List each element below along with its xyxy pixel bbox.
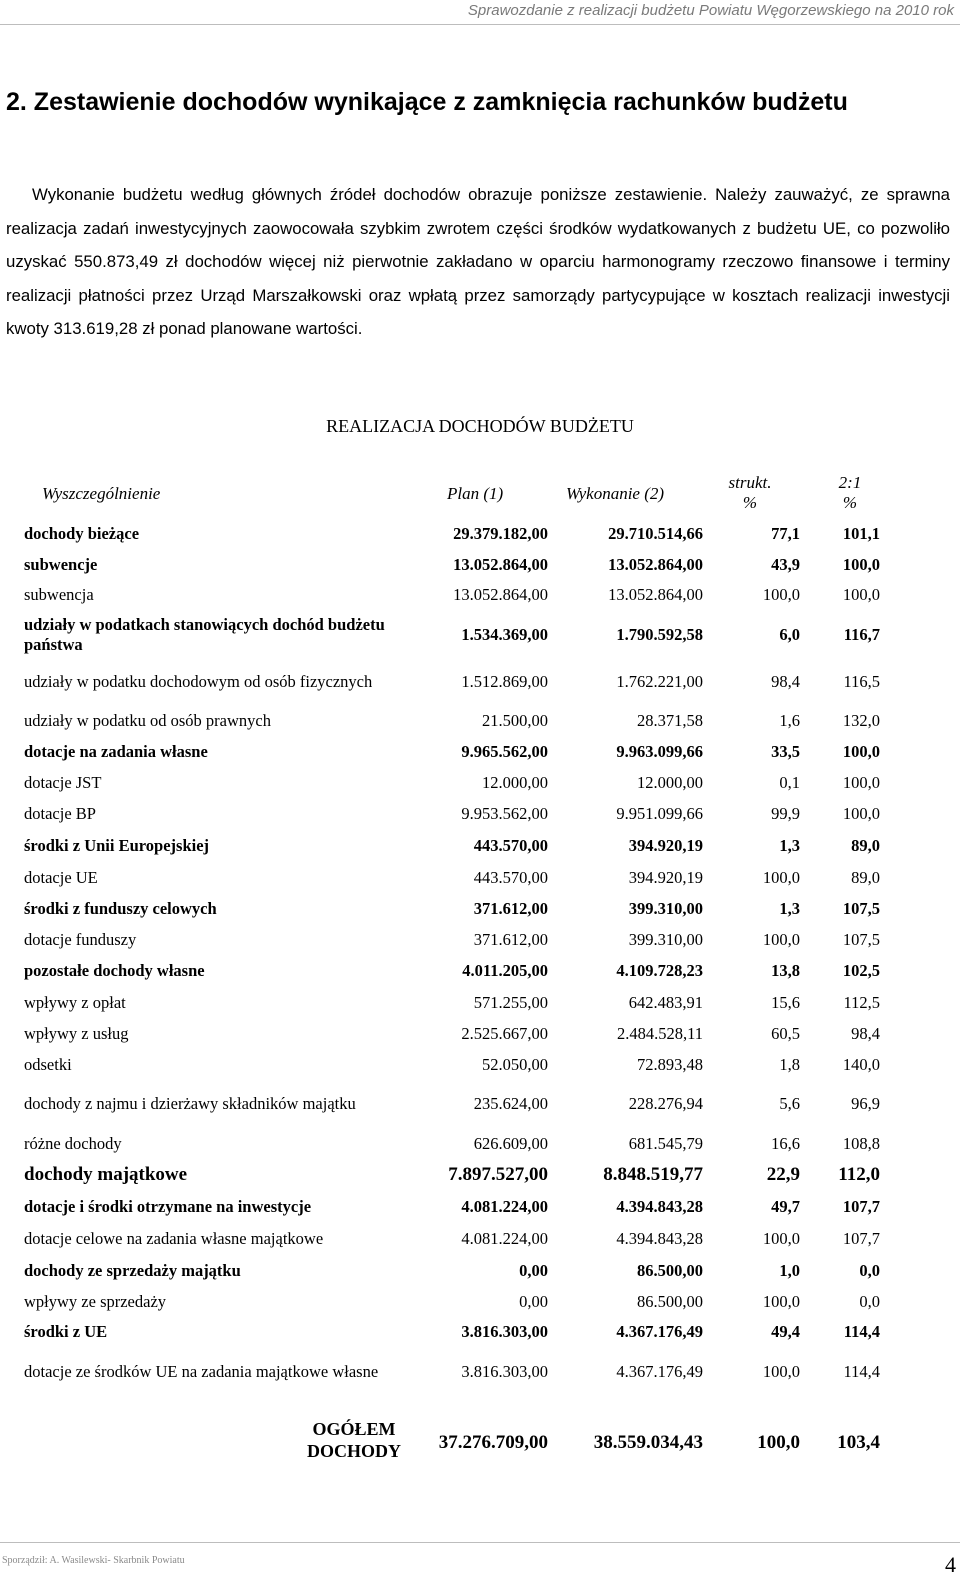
row-execution-cell: 399.310,00 [628,929,703,949]
row-execution-cell: 4.394.843,28 [616,1197,703,1216]
row-structure-cell: 100,0 [762,1362,800,1381]
row-structure-cell: 43,9 [771,554,800,574]
footer-divider [0,1542,960,1543]
row-structure-cell: 49,4 [771,1322,800,1341]
total-ratio: 103,4 [837,1432,880,1453]
row-ratio-cell: 114,4 [843,1322,880,1341]
row-name-cell: środki z UE [24,1322,108,1341]
row-plan-cell: 3.816.303,00 [461,1322,548,1341]
row-structure-cell: 100,0 [762,867,800,887]
row-ratio-cell: 89,0 [851,836,880,855]
row-name-cell: pozostałe dochody własne [24,961,205,980]
header-divider [0,24,960,25]
row-ratio-cell: 107,5 [842,929,880,949]
table-row [0,1317,960,1347]
row-ratio-cell: 112,0 [838,1164,880,1185]
column-header-execution: Wykonanie (2) [566,484,665,503]
row-plan-cell: 443.570,00 [473,867,548,887]
row-plan-cell: 21.500,00 [482,711,548,730]
row-plan-cell: 9.953.562,00 [461,804,548,823]
row-structure-cell: 100,0 [762,1291,800,1311]
row-ratio-cell: 100,0 [842,554,880,574]
row-execution-cell: 13.052.864,00 [608,584,703,604]
row-plan-cell: 29.379.182,00 [453,524,548,543]
row-structure-cell: 16,6 [771,1133,800,1153]
row-plan-cell: 371.612,00 [473,929,548,949]
row-plan-cell: 3.816.303,00 [461,1362,548,1381]
table-row [0,798,960,830]
table-row [0,1191,960,1223]
row-execution-cell: 8.848.519,77 [603,1164,703,1185]
row-execution-cell: 86.500,00 [637,1260,703,1280]
row-name-cell: wpływy ze sprzedaży [24,1291,167,1311]
table-row [0,1159,960,1191]
table-row [0,830,960,862]
row-ratio-cell: 0,0 [859,1291,880,1311]
row-ratio-cell: 107,7 [842,1197,880,1216]
row-ratio-cell: 107,7 [842,1229,880,1248]
row-name-cell: dotacje i środki otrzymane na inwestycje [24,1197,312,1216]
row-structure-cell: 100,0 [762,584,800,604]
row-execution-cell: 86.500,00 [637,1291,703,1311]
table-row [0,579,960,610]
row-plan-cell: 443.570,00 [473,836,548,855]
row-structure-cell: 1,6 [779,711,800,730]
row-structure-cell: 0,1 [779,773,800,792]
section-heading: 2. Zestawienie dochodów wynikające z zamknięcia rachunków budżetu [6,88,848,116]
row-plan-cell: 2.525.667,00 [461,1023,548,1043]
row-name-cell: odsetki [24,1054,72,1074]
table-row [0,1080,960,1128]
row-name-cell: dochody z najmu i dzierżawy składników majątku [24,1094,356,1113]
row-structure-cell: 98,4 [771,672,800,691]
row-execution-cell: 681.545,79 [628,1133,703,1153]
column-header-plan: Plan (1) [447,484,504,503]
row-structure-cell: 5,6 [779,1094,800,1113]
row-execution-cell: 399.310,00 [628,898,703,918]
table-row [0,1255,960,1286]
row-ratio-cell: 108,8 [842,1133,880,1153]
row-execution-cell: 29.710.514,66 [608,524,703,543]
table-row [0,1018,960,1049]
row-execution-cell: 394.920,19 [628,867,703,887]
row-structure-cell: 33,5 [771,742,800,761]
row-name-cell: środki z funduszy celowych [24,898,217,918]
table-row [0,768,960,798]
row-name-cell: dotacje na zadania własne [24,742,208,761]
row-structure-cell: 1,3 [779,836,800,855]
row-name-cell: różne dochody [24,1133,122,1153]
total-plan: 37.276.709,00 [438,1432,548,1453]
row-name-cell: dotacje UE [24,867,98,887]
row-plan-cell: 13.052.864,00 [453,584,548,604]
row-ratio-cell: 116,5 [843,672,880,691]
row-structure-cell: 1,8 [779,1054,800,1074]
row-plan-cell: 0,00 [519,1260,548,1280]
row-structure-cell: 99,9 [771,804,800,823]
column-header-structure-line1: strukt. [728,473,772,492]
row-execution-cell: 9.951.099,66 [616,804,703,823]
row-execution-cell: 1.790.592,58 [616,625,703,644]
row-ratio-cell: 100,0 [842,742,880,761]
row-name-cell: dochody bieżące [24,524,140,543]
table-row [0,518,960,550]
row-plan-cell: 4.011.205,00 [462,961,548,980]
row-ratio-cell: 100,0 [842,584,880,604]
table-title: REALIZACJA DOCHODÓW BUDŻETU [326,416,634,436]
row-ratio-cell: 114,4 [843,1362,880,1381]
row-name-cell: dochody ze sprzedaży majątku [24,1260,241,1280]
row-execution-cell: 72.893,48 [637,1054,703,1074]
table-row [0,1049,960,1080]
table-row [0,1223,960,1255]
row-ratio-cell: 102,5 [842,961,880,980]
row-name-cell: środki z Unii Europejskiej [24,836,210,855]
row-structure-cell: 1,0 [779,1260,800,1280]
row-ratio-cell: 89,0 [851,867,880,887]
row-execution-cell: 4.394.843,28 [616,1229,703,1248]
row-plan-cell: 1.534.369,00 [461,625,548,644]
row-execution-cell: 28.371,58 [637,711,703,730]
row-structure-cell: 77,1 [771,524,800,543]
table-row [0,736,960,768]
row-ratio-cell: 112,5 [843,992,880,1012]
total-structure: 100,0 [757,1432,800,1453]
row-structure-cell: 60,5 [771,1023,800,1043]
column-header-ratio-line1: 2:1 [838,473,862,492]
column-header-name: Wyszczególnienie [42,484,161,503]
table-row [0,893,960,924]
row-plan-cell: 7.897.527,00 [448,1164,548,1185]
total-label: OGÓŁEM DOCHODY [307,1419,401,1461]
row-ratio-cell: 100,0 [842,773,880,792]
row-name-cell: dotacje JST [24,773,102,792]
row-plan-cell: 4.081.224,00 [461,1197,548,1216]
table-row [0,1347,960,1397]
column-header-structure-line2: % [742,493,758,512]
row-structure-cell: 22,9 [766,1164,800,1185]
row-name-cell: dotacje funduszy [24,929,137,949]
table-row [0,955,960,987]
row-ratio-cell: 98,4 [851,1023,880,1043]
row-structure-cell: 6,0 [779,625,800,644]
row-execution-cell: 228.276,94 [628,1094,703,1113]
row-name-cell: udziały w podatku od osób prawnych [24,711,271,730]
row-execution-cell: 642.483,91 [628,992,703,1012]
row-name-cell: dotacje ze środków UE na zadania majątkowe własne [24,1362,379,1381]
row-ratio-cell: 116,7 [843,625,880,644]
row-plan-cell: 52.050,00 [482,1054,548,1074]
row-plan-cell: 371.612,00 [473,898,548,918]
table-row [0,658,960,706]
row-structure-cell: 49,7 [771,1197,800,1216]
total-execution: 38.559.034,43 [593,1432,703,1453]
row-structure-cell: 13,8 [771,961,800,980]
row-ratio-cell: 100,0 [842,804,880,823]
table-row [0,1128,960,1159]
row-name-cell: wpływy z opłat [24,992,126,1012]
row-execution-cell: 13.052.864,00 [608,554,703,574]
row-execution-cell: 4.367.176,49 [616,1362,703,1381]
row-execution-cell: 4.109.728,23 [616,961,703,980]
row-name-cell: subwencje [24,554,98,574]
table-row [0,1286,960,1317]
row-name-cell: udziały w podatkach stanowiących dochód budżetu państwa [24,615,385,654]
row-ratio-cell: 96,9 [851,1094,880,1113]
row-plan-cell: 12.000,00 [482,773,548,792]
table-row [0,987,960,1018]
row-plan-cell: 13.052.864,00 [453,554,548,574]
row-name-cell: dotacje celowe na zadania własne majątkowe [24,1229,324,1248]
footer-author: Sporządził: A. Wasilewski- Skarbnik Powiatu [2,1555,185,1566]
row-name-cell: dochody majątkowe [24,1164,188,1185]
table-row [0,862,960,893]
row-ratio-cell: 101,1 [842,524,880,543]
row-name-cell: subwencja [24,584,94,604]
table-row [0,612,960,658]
row-execution-cell: 394.920,19 [628,836,703,855]
table-row [0,550,960,579]
row-plan-cell: 626.609,00 [473,1133,548,1153]
row-execution-cell: 12.000,00 [637,773,703,792]
row-name-cell: dotacje BP [24,804,96,823]
row-plan-cell: 4.081.224,00 [461,1229,548,1248]
row-plan-cell: 9.965.562,00 [461,742,548,761]
column-header-ratio [820,473,880,513]
row-ratio-cell: 140,0 [842,1054,880,1074]
table-row [0,706,960,736]
column-header-structure [718,473,782,513]
row-structure-cell: 1,3 [779,898,800,918]
row-name-cell: udziały w podatku dochodowym od osób fizycznych [24,672,373,691]
row-plan-cell: 0,00 [519,1291,548,1311]
row-ratio-cell: 132,0 [842,711,880,730]
row-execution-cell: 4.367.176,49 [616,1322,703,1341]
row-execution-cell: 9.963.099,66 [616,742,703,761]
intro-paragraph: Wykonanie budżetu według głównych źródeł dochodów obrazuje poniższe zestawienie. Należy zauważyć, ze sprawna realizacja zadań inwestycyjnych zaowocowała szybkim zwrotem części środków wydatkowanych z budżetu UE, co pozwoliło uzyskać 550.873,49 zł dochodów więcej niż pierwotnie zakładano w oparciu harmonogramy rzeczowo finansowe i terminy realizacji płatności przez Urząd Marszałkowski oraz wpłatą przez samorządy partycypujące w kosztach realizacji inwestycji kwoty 313.619,28 zł ponad planowane wartości. [6,185,950,339]
row-execution-cell: 1.762.221,00 [616,672,703,691]
running-header: Sprawozdanie z realizacji budżetu Powiatu Węgorzewskiego na 2010 rok [467,2,954,19]
row-ratio-cell: 0,0 [859,1260,880,1280]
row-structure-cell: 15,6 [771,992,800,1012]
column-header-ratio-line2: % [842,493,858,512]
row-plan-cell: 235.624,00 [473,1094,548,1113]
row-execution-cell: 2.484.528,11 [616,1023,703,1043]
row-plan-cell: 571.255,00 [473,992,548,1012]
row-ratio-cell: 107,5 [842,898,880,918]
row-structure-cell: 100,0 [762,1229,800,1248]
page-number: 4 [945,1552,956,1577]
row-structure-cell: 100,0 [762,929,800,949]
row-name-cell: wpływy z usług [24,1023,129,1043]
row-plan-cell: 1.512.869,00 [461,672,548,691]
table-row [0,924,960,955]
